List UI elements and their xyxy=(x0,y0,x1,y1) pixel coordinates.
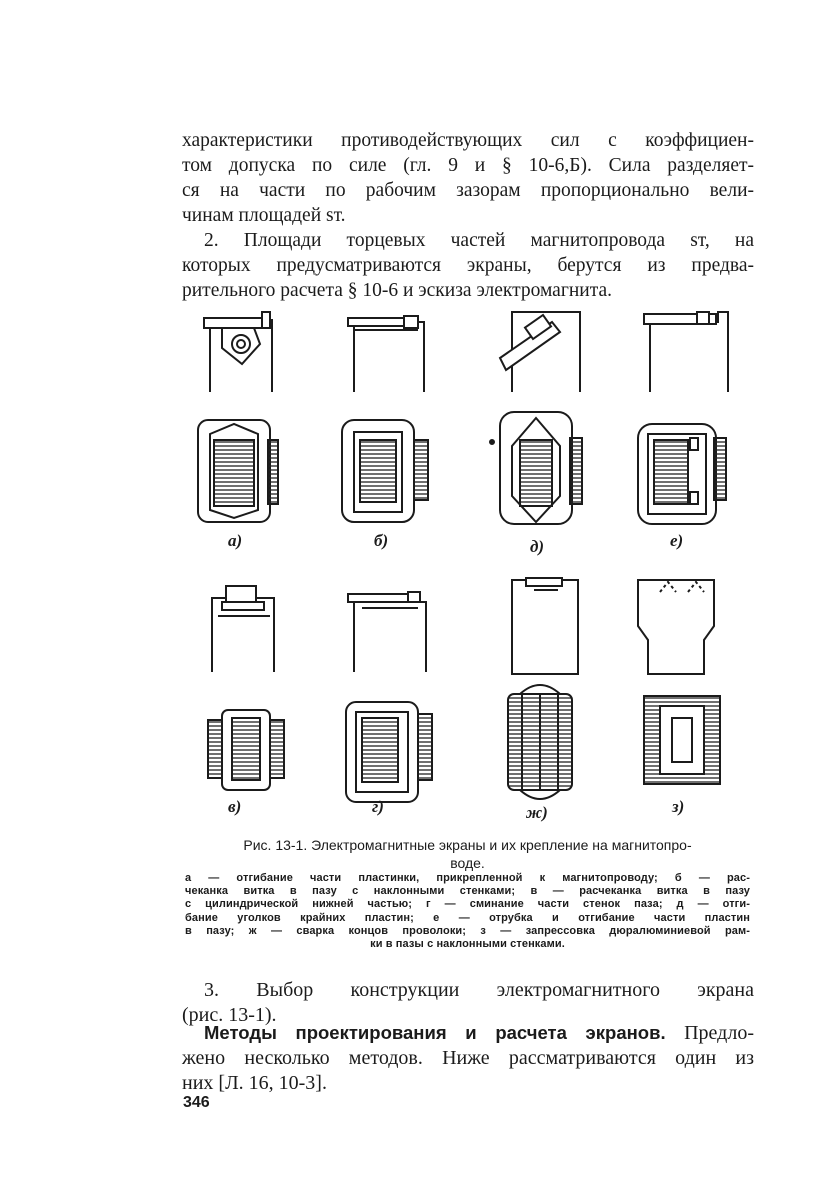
figure-label-g: г) xyxy=(372,797,384,816)
figure-13-1 xyxy=(182,300,754,825)
text-line: (рис. 13-1). xyxy=(182,1004,277,1026)
figure-label-z: з) xyxy=(672,797,685,816)
sketch-v-top xyxy=(212,586,274,672)
text-line: жено несколько методов. Ниже рассматриваются один из xyxy=(182,1047,754,1069)
legend-line: с цилиндрической нижней частью; г — сминание части стенок паза; д — отги- xyxy=(185,898,750,911)
text-line: которых предусматриваются экраны, берутся из предва- xyxy=(182,255,754,276)
paragraph-methods xyxy=(182,1020,754,1096)
sketch-d-top xyxy=(500,312,580,392)
figure-label-d: д) xyxy=(530,537,545,556)
paragraph-end-areas xyxy=(182,228,754,303)
legend-line: в пазу; ж — сварка концов проволоки; з — запрессовка дюралюминиевой рам- xyxy=(185,924,750,937)
figure-drawings xyxy=(182,300,754,825)
sketch-g-plan xyxy=(346,702,432,802)
figure-label-zh: ж) xyxy=(526,803,548,822)
legend-line: ки в пазы с наклонными стенками. xyxy=(370,938,565,951)
figure-label-a: а) xyxy=(228,531,243,550)
sketch-zh-plan xyxy=(508,685,572,799)
caption-line: воде. xyxy=(450,855,485,871)
text-line: ся на части по рабочим зазорам пропорционально вели- xyxy=(182,180,754,201)
legend-line: бание уголков крайних пластин; е — отрубка и отгибание части пластин xyxy=(185,911,750,924)
text-line: том допуска по силе (гл. 9 и § 10-6,Б). Сила разделяет- xyxy=(182,155,754,176)
text-line: 3. Выбор конструкции электромагнитного экрана xyxy=(204,979,754,1001)
paragraph-force-distribution xyxy=(182,128,754,228)
figure-caption-legend xyxy=(185,872,750,951)
sketch-a-plan xyxy=(198,420,278,522)
text-line xyxy=(182,1020,754,1046)
text-line: характеристики противодействующих сил с коэффициен- xyxy=(182,130,754,151)
sketch-zh-top xyxy=(512,578,578,674)
sketch-a-top xyxy=(204,312,272,392)
text-line: рительного расчета § 10-6 и эскиза электромагнита. xyxy=(182,280,612,301)
caption-line: Рис. 13-1. Электромагнитные экраны и их крепление на магнитопро- xyxy=(243,837,692,853)
sketch-z-plan xyxy=(644,696,720,784)
text-line: чинам площадей sт. xyxy=(182,205,346,226)
sketch-d-plan xyxy=(490,412,582,524)
legend-line: а — отгибание части пластинки, прикрепленной к магнитопроводу; б — рас- xyxy=(185,872,750,884)
text-fragment: Предло- xyxy=(665,1022,754,1044)
section-heading: Методы проектирования и расчета экранов. xyxy=(204,1022,666,1043)
sketch-e-top xyxy=(644,312,728,392)
figure-label-v: в) xyxy=(228,797,242,816)
sketch-e-plan xyxy=(638,424,726,524)
sketch-z-top xyxy=(638,580,714,674)
figure-caption-title xyxy=(185,836,750,872)
figure-label-b: б) xyxy=(374,531,389,550)
figure-label-e: е) xyxy=(670,531,684,550)
page-number: 346 xyxy=(183,1094,210,1111)
sketch-b-plan xyxy=(342,420,428,522)
sketch-v-plan xyxy=(208,710,284,790)
sketch-b-top xyxy=(348,316,424,392)
text-line: 2. Площади торцевых частей магнитопровода sт, на xyxy=(204,230,754,251)
sketch-g-top xyxy=(348,592,426,672)
text-line: них [Л. 16, 10-3]. xyxy=(182,1072,327,1094)
legend-line: чеканка витка в пазу с наклонными стенками; в — расчеканка витка в пазу xyxy=(185,885,750,898)
